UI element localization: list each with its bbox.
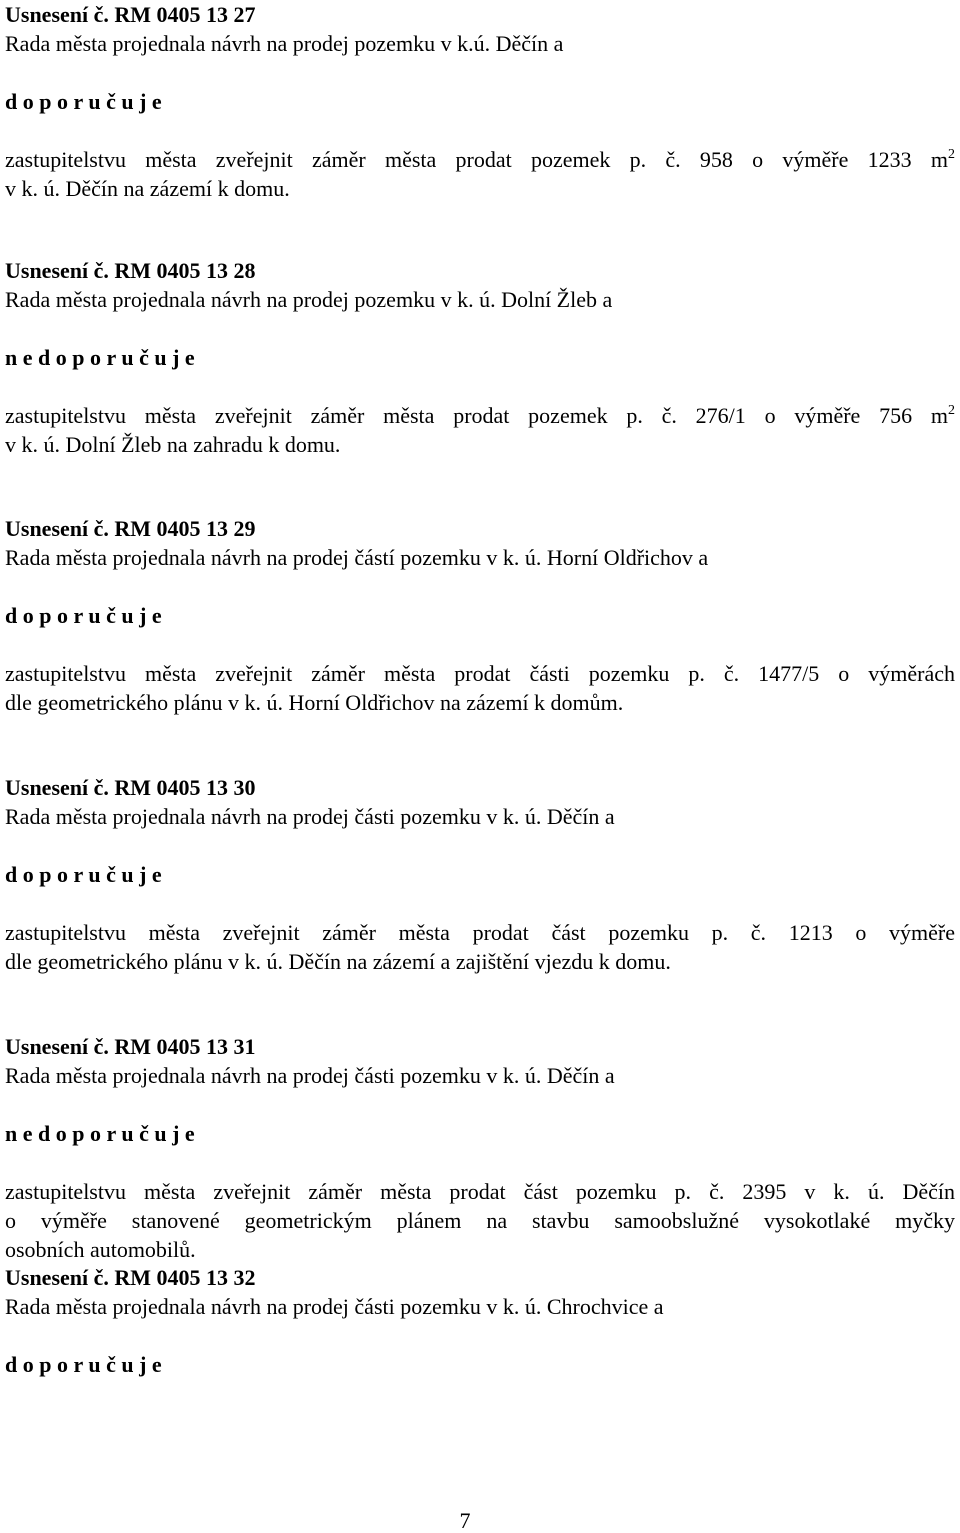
resolution-body [5, 401, 955, 459]
body-line [5, 145, 955, 174]
resolution-32 [5, 1263, 955, 1379]
body-line: zastupitelstvu města zveřejnit záměr města prodat část pozemku p. č. 2395 v k. ú. Děčín [5, 1179, 955, 1204]
resolution-intro: Rada města projednala návrh na prodej pozemku v k.ú. Děčín a [5, 31, 564, 56]
page-number: 7 [459, 1508, 471, 1533]
resolution-29 [5, 514, 955, 717]
body-line-text: zastupitelstvu města zveřejnit záměr města prodat pozemek p. č. 276/1 o výměře 756 m [5, 403, 948, 428]
resolution-31 [5, 1032, 955, 1264]
resolution-intro: Rada města projednala návrh na prodej části pozemku v k. ú. Děčín a [5, 804, 615, 829]
resolution-heading: Usnesení č. RM 0405 13 28 [5, 258, 256, 283]
resolution-body [5, 145, 955, 203]
resolution-heading: Usnesení č. RM 0405 13 29 [5, 516, 256, 541]
resolution-intro: Rada města projednala návrh na prodej částí pozemku v k. ú. Horní Oldřichov a [5, 545, 709, 570]
body-line: o výměře stanovené geometrickým plánem na stavbu samoobslužné vysokotlaké myčky [5, 1208, 955, 1233]
resolution-28 [5, 256, 955, 459]
resolution-verdict: d o p o r u č u j e [5, 89, 162, 114]
resolution-body [5, 1177, 955, 1264]
body-line: osobních automobilů. [5, 1237, 196, 1262]
resolution-heading: Usnesení č. RM 0405 13 27 [5, 2, 256, 27]
body-line: v k. ú. Děčín na zázemí k domu. [5, 176, 290, 201]
resolution-intro: Rada města projednala návrh na prodej části pozemku v k. ú. Děčín a [5, 1063, 615, 1088]
body-line-text: zastupitelstvu města zveřejnit záměr města prodat pozemek p. č. 958 o výměře 1233 m [5, 147, 948, 172]
body-line: zastupitelstvu města zveřejnit záměr města prodat části pozemku p. č. 1477/5 o výměrách [5, 661, 955, 686]
resolution-body [5, 918, 955, 976]
body-line: dle geometrického plánu v k. ú. Horní Oldřichov na zázemí k domům. [5, 690, 624, 715]
resolution-27 [5, 0, 955, 203]
resolution-verdict: d o p o r u č u j e [5, 603, 162, 628]
superscript: 2 [948, 403, 955, 418]
body-line: zastupitelstvu města zveřejnit záměr města prodat část pozemku p. č. 1213 o výměře [5, 920, 955, 945]
resolution-heading: Usnesení č. RM 0405 13 31 [5, 1034, 256, 1059]
body-line: dle geometrického plánu v k. ú. Děčín na zázemí a zajištění vjezdu k domu. [5, 949, 671, 974]
resolution-heading: Usnesení č. RM 0405 13 30 [5, 775, 256, 800]
resolution-verdict: n e d o p o r u č u j e [5, 1121, 195, 1146]
resolution-verdict: n e d o p o r u č u j e [5, 345, 195, 370]
resolution-heading: Usnesení č. RM 0405 13 32 [5, 1265, 256, 1290]
resolution-body [5, 659, 955, 717]
resolution-verdict: d o p o r u č u j e [5, 862, 162, 887]
resolution-intro: Rada města projednala návrh na prodej pozemku v k. ú. Dolní Žleb a [5, 287, 613, 312]
resolution-30 [5, 773, 955, 976]
superscript: 2 [948, 147, 955, 162]
resolution-verdict: d o p o r u č u j e [5, 1352, 162, 1377]
resolution-intro: Rada města projednala návrh na prodej části pozemku v k. ú. Chrochvice a [5, 1294, 664, 1319]
body-line: v k. ú. Dolní Žleb na zahradu k domu. [5, 432, 341, 457]
body-line [5, 401, 955, 430]
